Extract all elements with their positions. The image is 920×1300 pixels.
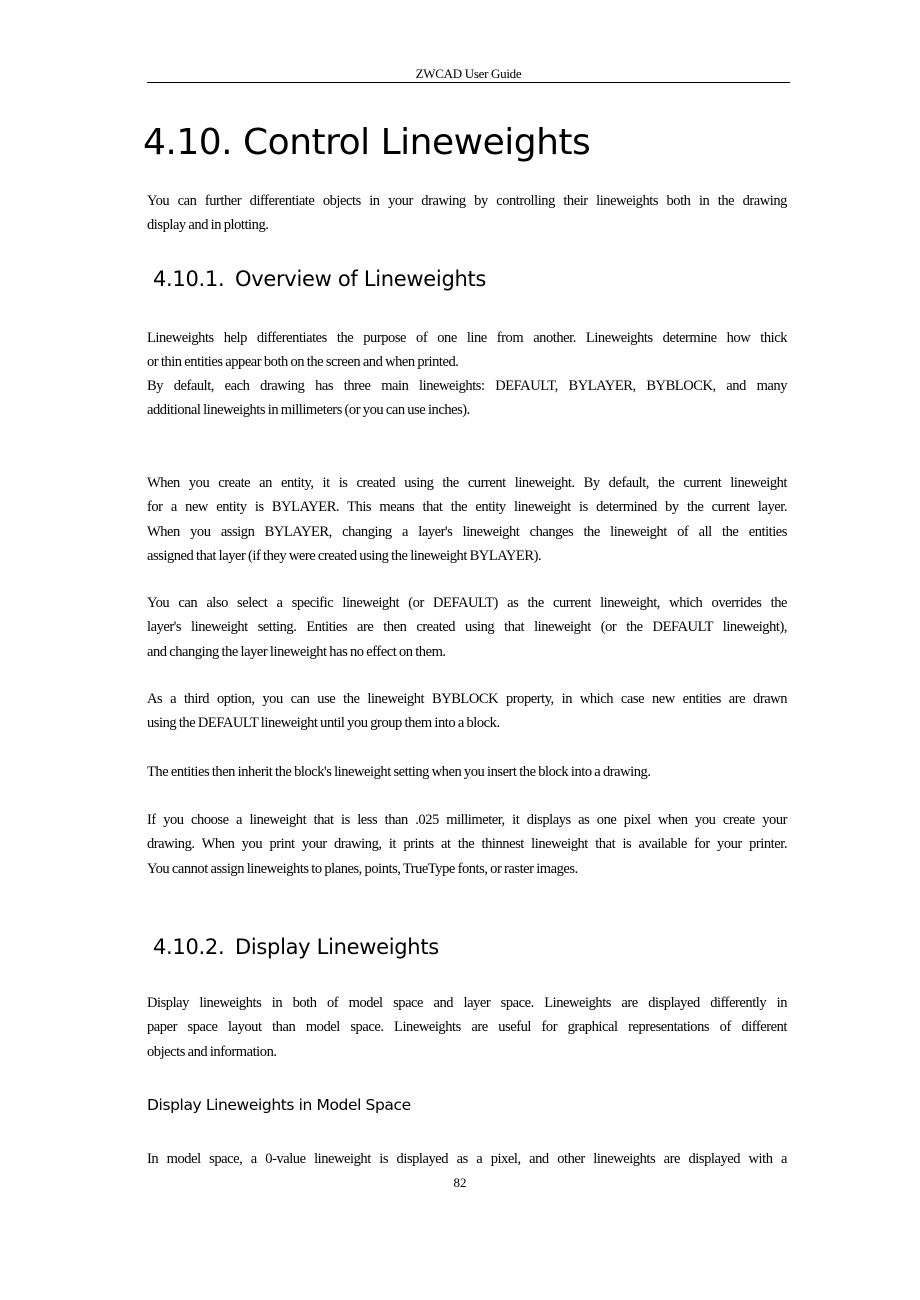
section-title: Display Lineweights <box>235 935 439 959</box>
paragraph <box>147 374 787 423</box>
text-line: for a new entity is BYLAYER. This means that the entity lineweight is determined by the current layer. <box>147 499 787 516</box>
page-number: 82 <box>453 1175 467 1190</box>
section-heading-display <box>153 935 439 959</box>
text-line: and changing the layer lineweight has no effect on them. <box>147 643 446 660</box>
intro-paragraph <box>147 189 787 238</box>
text-line: drawing. When you print your drawing, it prints at the thinnest lineweight that is available for your printer. <box>147 836 787 853</box>
section-number: 4.10.1. <box>153 267 225 291</box>
text-line: As a third option, you can use the lineweight BYBLOCK property, in which case new entities are drawn <box>147 691 787 707</box>
text-line: additional lineweights in millimeters (or you can use inches). <box>147 402 470 419</box>
subheading-model-space: Display Lineweights in Model Space <box>147 1096 411 1114</box>
text-line: using the DEFAULT lineweight until you group them into a block. <box>147 715 500 732</box>
text-line: When you create an entity, it is created using the current lineweight. By default, the current lineweight <box>147 475 787 491</box>
text-line: assigned that layer (if they were created using the lineweight BYLAYER). <box>147 547 542 564</box>
header-rule <box>147 82 790 83</box>
text-line: By default, each drawing has three main lineweights: DEFAULT, BYLAYER, BYBLOCK, and many <box>147 378 787 394</box>
paragraph <box>147 326 787 375</box>
text-line: paper space layout than model space. Lineweights are useful for graphical representations of different <box>147 1019 787 1036</box>
text-line: display and in plotting. <box>147 217 269 234</box>
text-line: If you choose a lineweight that is less than .025 millimeter, it displays as one pixel when you create your <box>147 812 787 828</box>
text-line: Lineweights help differentiates the purpose of one line from another. Lineweights determine how thick <box>147 330 787 346</box>
paragraph <box>147 808 787 881</box>
paragraph <box>147 760 787 784</box>
section-title: Overview of Lineweights <box>235 267 487 291</box>
text-line: You can further differentiate objects in your drawing by controlling their lineweights both in the drawing <box>147 193 787 209</box>
paragraph <box>147 687 787 736</box>
text-line: When you assign BYLAYER, changing a layer's lineweight changes the lineweight of all the entities <box>147 523 787 540</box>
text-line: In model space, a 0-value lineweight is displayed as a pixel, and other lineweights are displayed with a <box>147 1151 787 1167</box>
paragraph <box>147 1147 787 1171</box>
text-line: The entities then inherit the block's lineweight setting when you insert the block into a drawing. <box>147 764 651 780</box>
running-header: ZWCAD User Guide <box>415 66 522 81</box>
text-line: or thin entities appear both on the screen and when printed. <box>147 354 459 371</box>
section-number: 4.10.2. <box>153 935 225 959</box>
paragraph <box>147 991 787 1064</box>
text-line: objects and information. <box>147 1043 277 1060</box>
section-heading-overview <box>153 267 486 291</box>
text-line: layer's lineweight setting. Entities are then created using that lineweight (or the DEFAULT lineweight), <box>147 619 787 636</box>
text-line: You can also select a specific lineweight (or DEFAULT) as the current lineweight, which overrides the <box>147 595 787 611</box>
text-line: Display lineweights in both of model space and layer space. Lineweights are displayed differently in <box>147 995 787 1011</box>
paragraph <box>147 591 787 664</box>
chapter-heading: 4.10. Control Lineweights <box>143 122 591 163</box>
paragraph <box>147 471 787 568</box>
text-line: You cannot assign lineweights to planes, points, TrueType fonts, or raster images. <box>147 860 578 877</box>
